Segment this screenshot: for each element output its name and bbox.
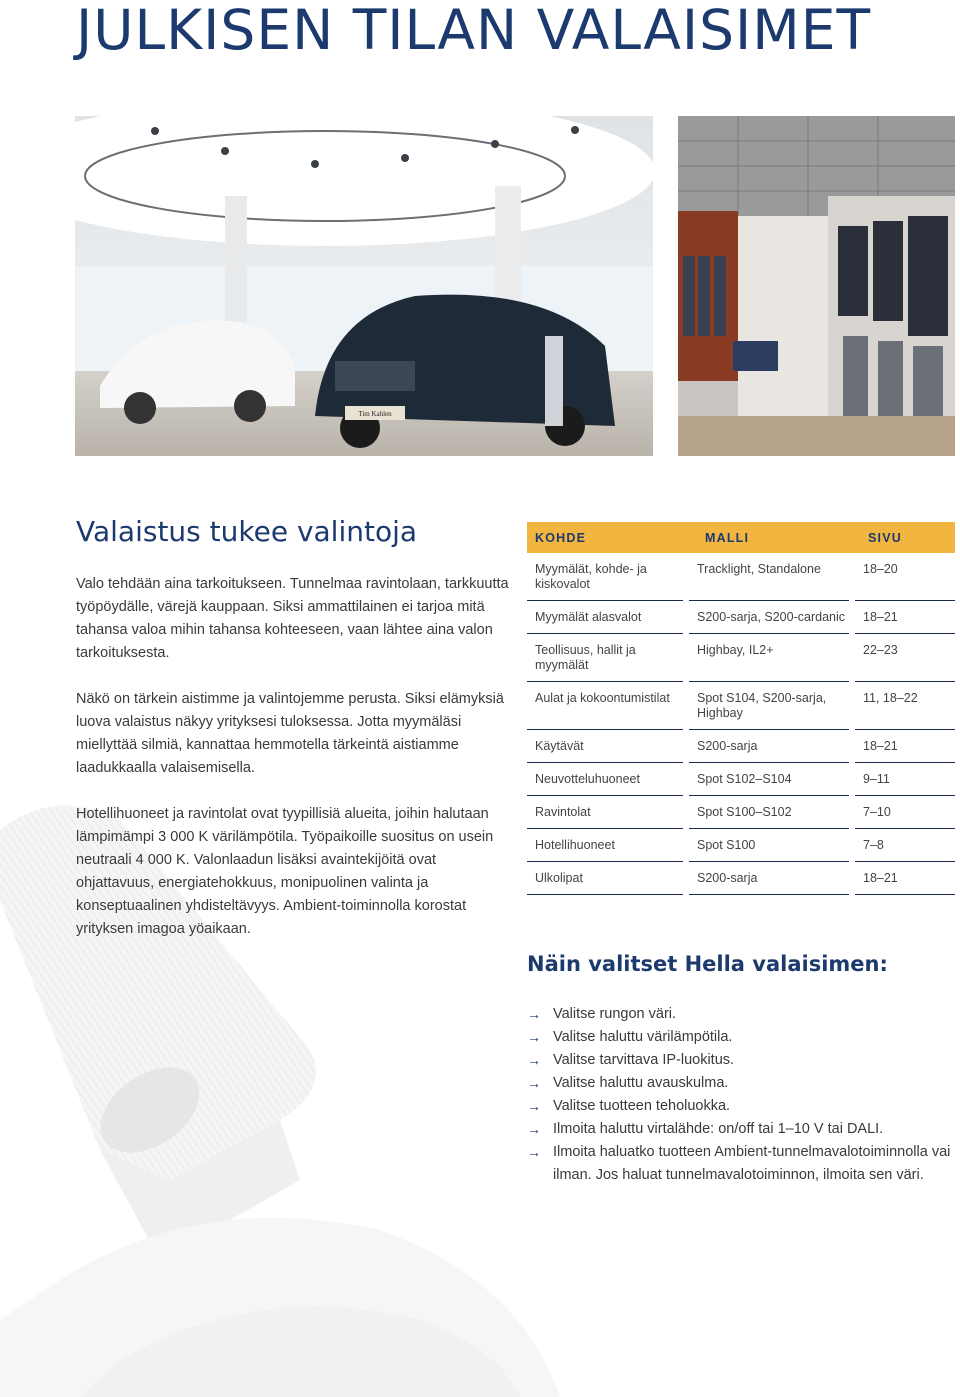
cell-kohde: Käytävät xyxy=(527,730,683,763)
cell-malli: S200-sarja xyxy=(689,862,849,895)
cell-sivu: 22–23 xyxy=(855,634,955,682)
step-text: Valitse rungon väri. xyxy=(553,1006,677,1022)
cell-kohde: Teollisuus, hallit ja myymälät xyxy=(527,634,683,682)
cell-sivu: 11, 18–22 xyxy=(855,682,955,730)
arrow-right-icon: → xyxy=(527,1098,541,1114)
arrow-right-icon: → xyxy=(527,1052,541,1068)
list-item xyxy=(527,1003,957,1026)
table-row xyxy=(527,682,955,730)
header-malli: MALLI xyxy=(705,530,750,545)
arrow-right-icon: → xyxy=(527,1075,541,1091)
cell-kohde: Myymälät, kohde- ja kiskovalot xyxy=(527,553,683,601)
table-row xyxy=(527,763,955,796)
cell-sivu: 7–8 xyxy=(855,829,955,862)
cell-kohde: Myymälät alasvalot xyxy=(527,601,683,634)
table-row xyxy=(527,730,955,763)
intro-paragraph: Hotellihuoneet ja ravintolat ovat tyypillisiä alueita, joihin halutaan lämpimämpi 3 000 K värilämpötila. Työpaikoille suositus on usein neutraali 4 000 K. Valonlaadun lisäksi avaintekijöitä ovat ohjattavuus, energiatehokkuus, monipuolinen valinta ja konseptuaalinen yhdisteltävyys. Ambient-toiminnolla korostat yrityksen imagoa yöaikaan. xyxy=(76,806,494,937)
header-kohde: KOHDE xyxy=(535,530,587,545)
step-text: Ilmoita haluttu virtalähde: on/off tai 1–10 V tai DALI. xyxy=(553,1121,884,1137)
product-table xyxy=(527,522,955,895)
list-item xyxy=(527,1118,957,1141)
car-showroom-photo xyxy=(75,116,653,456)
table-row xyxy=(527,634,955,682)
list-item xyxy=(527,1072,957,1095)
cell-sivu: 18–21 xyxy=(855,601,955,634)
cell-malli: Spot S100–S102 xyxy=(689,796,849,829)
cell-malli: Tracklight, Standalone xyxy=(689,553,849,601)
arrow-right-icon: → xyxy=(527,1006,541,1022)
cell-malli: Spot S100 xyxy=(689,829,849,862)
list-item xyxy=(527,1095,957,1118)
cell-malli: Highbay, IL2+ xyxy=(689,634,849,682)
step-text: Valitse tuotteen teholuokka. xyxy=(553,1098,731,1114)
cell-sivu: 18–21 xyxy=(855,730,955,763)
step-text: Valitse haluttu avauskulma. xyxy=(553,1075,729,1091)
section-heading: Valaistus tukee valintoja xyxy=(76,515,418,548)
list-item xyxy=(527,1049,957,1072)
arrow-right-icon: → xyxy=(527,1029,541,1045)
cell-malli: Spot S104, S200-sarja, Highbay xyxy=(689,682,849,730)
cell-sivu: 18–20 xyxy=(855,553,955,601)
list-item xyxy=(527,1141,957,1187)
intro-paragraph: Näkö on tärkein aistimme ja valintojemme perusta. Siksi elämyksiä luova valaistus näkyy yrityksesi tuloksessa. Jotta myymäläsi miellyttää silmiä, kannattaa hemmotella tärkeintä aistiamme laadukkaalla valaisemisella. xyxy=(76,691,504,776)
cell-kohde: Neuvotteluhuoneet xyxy=(527,763,683,796)
page-title: JULKISEN TILAN VALAISIMET xyxy=(76,0,872,62)
cell-sivu: 7–10 xyxy=(855,796,955,829)
cell-kohde: Hotellihuoneet xyxy=(527,829,683,862)
intro-paragraph: Valo tehdään aina tarkoitukseen. Tunnelmaa ravintolaan, tarkkuutta työpöydälle, värejä kauppaan. Siksi ammattilainen ei tarjoa mitä tahansa valoa mihin tahansa kohteeseen, vaan lähtee aina valon tarkoituksesta. xyxy=(76,576,509,661)
arrow-right-icon: → xyxy=(527,1121,541,1137)
table-header xyxy=(527,522,955,553)
selection-steps-list xyxy=(527,1003,957,1187)
cell-kohde: Ulkolipat xyxy=(527,862,683,895)
arrow-right-icon: → xyxy=(527,1144,541,1160)
header-sivu: SIVU xyxy=(868,530,902,545)
cell-malli: S200-sarja xyxy=(689,730,849,763)
cell-malli: Spot S102–S104 xyxy=(689,763,849,796)
cell-kohde: Aulat ja kokoontumistilat xyxy=(527,682,683,730)
table-row xyxy=(527,829,955,862)
cell-sivu: 18–21 xyxy=(855,862,955,895)
cell-malli: S200-sarja, S200-cardanic xyxy=(689,601,849,634)
table-row xyxy=(527,601,955,634)
list-item xyxy=(527,1026,957,1049)
table-row xyxy=(527,862,955,895)
howto-heading: Näin valitset Hella valaisimen: xyxy=(527,952,888,976)
intro-text xyxy=(76,573,516,964)
step-text: Ilmoita haluatko tuotteen Ambient-tunnelmavalotoiminnolla vai ilman. Jos haluat tunnelmavalotoiminnon, ilmoita sen väri. xyxy=(553,1144,951,1183)
step-text: Valitse tarvittava IP-luokitus. xyxy=(553,1052,735,1068)
cell-kohde: Ravintolat xyxy=(527,796,683,829)
step-text: Valitse haluttu värilämpötila. xyxy=(553,1029,733,1045)
table-row xyxy=(527,553,955,601)
clothing-store-photo xyxy=(678,116,955,456)
cell-sivu: 9–11 xyxy=(855,763,955,796)
license-plate-text: Tim Kahlen xyxy=(358,410,392,418)
table-row xyxy=(527,796,955,829)
